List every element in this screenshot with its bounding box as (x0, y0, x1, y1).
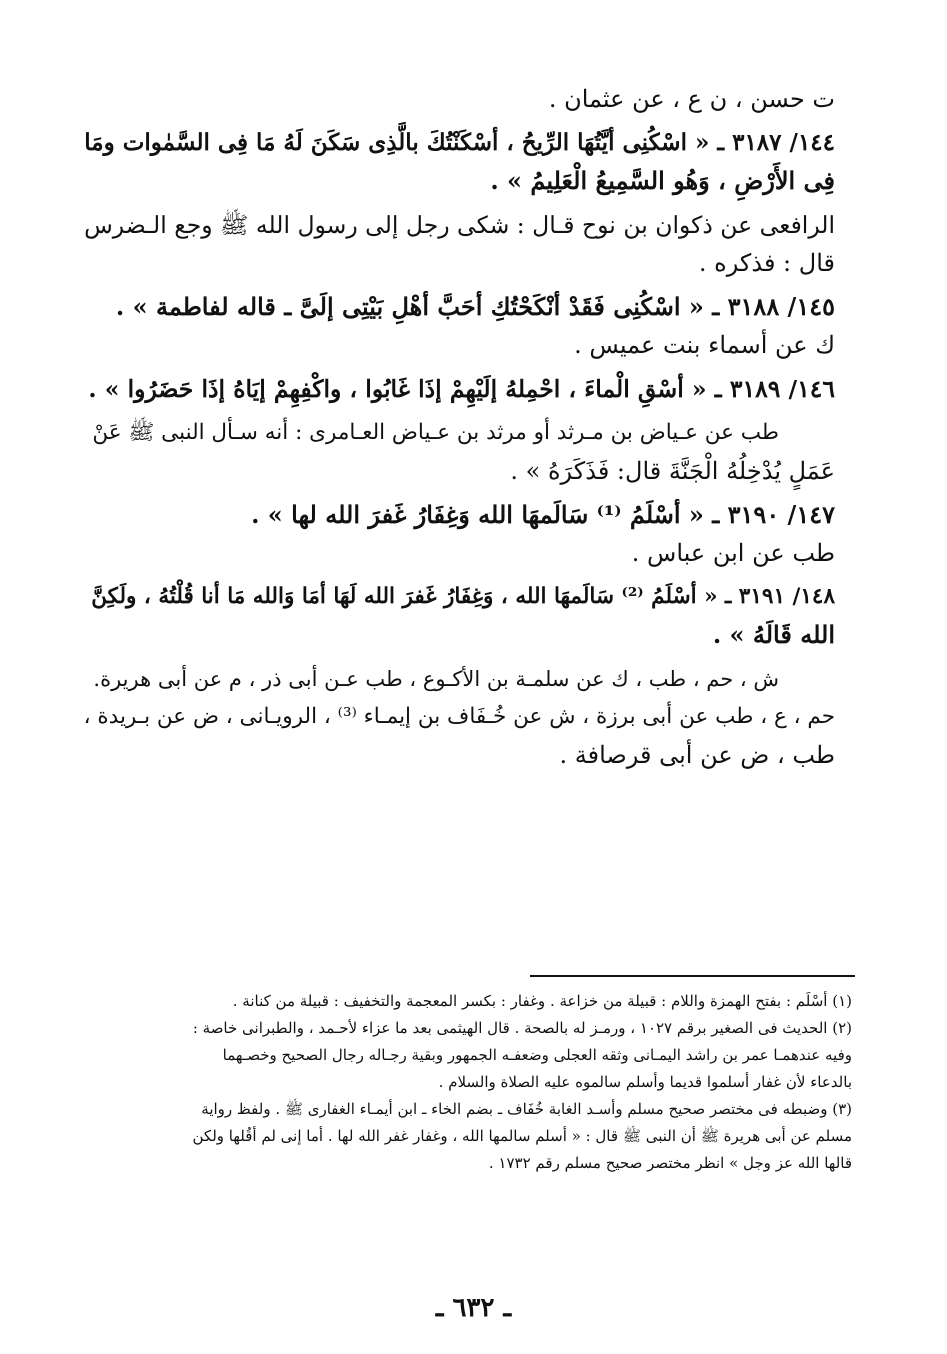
hadith-145-line: ١٤٥/ ٣١٨٨ ـ « اسْكُنِى فَقَدْ أنْكَحْتُكِ أحَبَّ أهْلِ بَيْتِى إلَىَّ ـ قاله لفاطمة » . (115, 292, 835, 321)
source-line: ت حسن ، ن ع ، عن عثمان . (548, 85, 835, 113)
footnote-divider (530, 975, 855, 977)
footnote-1: (١) أسْلَم : بفتح الهمزة واللام : قبيلة من خزاعة . وغفار : بكسر المعجمة والتخفيف : قبيلة من كنانة . (232, 992, 852, 1010)
footnote-3-cont: مسلم عن أبى هريرة ﷺ أن النبى ﷺ قال : « أسلم سالمها الله ، وغفار غفر الله لها . أما إنى لم أقُلها ولكن (192, 1127, 852, 1145)
hadith-146-line: ١٤٦/ ٣١٨٩ ـ « أسْقِ الْماءَ ، احْمِلهُ إلَيْهِمْ إذَا غَابُوا ، واكْفِهِمْ إيَاهُ إذَا حَضَرُوا » . (88, 375, 835, 403)
source-line: قال : فذكره . (698, 249, 835, 277)
source-line: عَمَلٍ يُدْخِلُهُ الْجَنَّةَ قال: فَذَكَرَهُ » . (510, 457, 835, 485)
hadith-148-line-1: ١٤٨/ ٣١٩١ ـ « أسْلَمُ ⁽²⁾ سَالَمهَا الله ، وَغِفَارُ غَفرَ الله لَهَا أمَا وَالله مَا أنا قُلْتُهُ ، ولَكِنَّ (91, 584, 835, 609)
source-line: الرافعى عن ذكوان بن نوح قـال : شكى رجل إلى رسول الله ﷺ وجع الـضرس (84, 211, 835, 239)
source-line: حم ، ع ، طب عن أبى برزة ، ش عن خُـفَاف بن إيمـاء ⁽³⁾ ، الرويـانى ، ض عن بـريدة ، (83, 704, 835, 729)
hadith-144-line-2: فِى الأَرْضِ ، وَهُو السَّمِيعُ الْعَلِيمُ » . (490, 166, 835, 195)
source-line: طب عن عـياض بن مـرثد أو مرثد بن عـياض العـامرى : أنه سـأل النبى ﷺ عَنْ (92, 420, 779, 445)
footnote-3-cont: قالها الله عز وجل » انظر مختصر صحيح مسلم رقم ١٧٣٢ . (488, 1154, 852, 1172)
source-line: ش ، حم ، طب ، ك عن سلمـة بن الأكـوع ، طب عـن أبى ذر ، م عن أبى هريرة. (93, 667, 779, 691)
footnote-3: (٣) وضبطه فى مختصر صحيح مسلم وأسـد الغابة خُفَاف ـ بضم الخاء ـ ابن أيمـاء الغفارى ﷺ . ولفظ رواية (201, 1100, 852, 1118)
footnotes (92, 988, 852, 1177)
footnote-2-cont: بالدعاء لأن غفار أسلموا قديما وأسلم سالموه عليه الصلاة والسلام . (438, 1073, 852, 1091)
page-number: ـ ٦٣٢ ـ (435, 1293, 512, 1323)
source-line: طب ، ض عن أبى قرصافة . (559, 741, 835, 769)
source-line: طب عن ابن عباس . (631, 539, 835, 567)
hadith-147-line: ١٤٧/ ٣١٩٠ ـ « أسْلَمُ ⁽¹⁾ سَالَمهَا الله وَغِفَارُ غَفرَ الله لها » . (251, 500, 835, 529)
source-line: ك عن أسماء بنت عميس . (574, 331, 835, 359)
hadith-144-line-1: ١٤٤/ ٣١٨٧ ـ « اسْكُنِى أيَّتُهَا الرِّيحُ ، أسْكَنْتُكَ بالَّذِى سَكَنَ لَهُ مَا فِى السَّمٰوات ومَا (84, 129, 835, 156)
footnote-2-cont: وفيه عندهمـا عمر بن راشد اليمـانى وثقه العجلى وضعفـه الجمهور وبقية رجـاله رجال الصحيح وخصـهما (222, 1046, 852, 1064)
main-text (78, 80, 835, 774)
hadith-148-line-2: الله قَالَهُ » . (712, 620, 835, 649)
footnote-2: (٢) الحديث فى الصغير برقم ١٠٢٧ ، ورمـز له بالصحة . قال الهيثمى بعد ما عزاء لأحـمد ، والطبرانى خاصة : (192, 1019, 852, 1037)
